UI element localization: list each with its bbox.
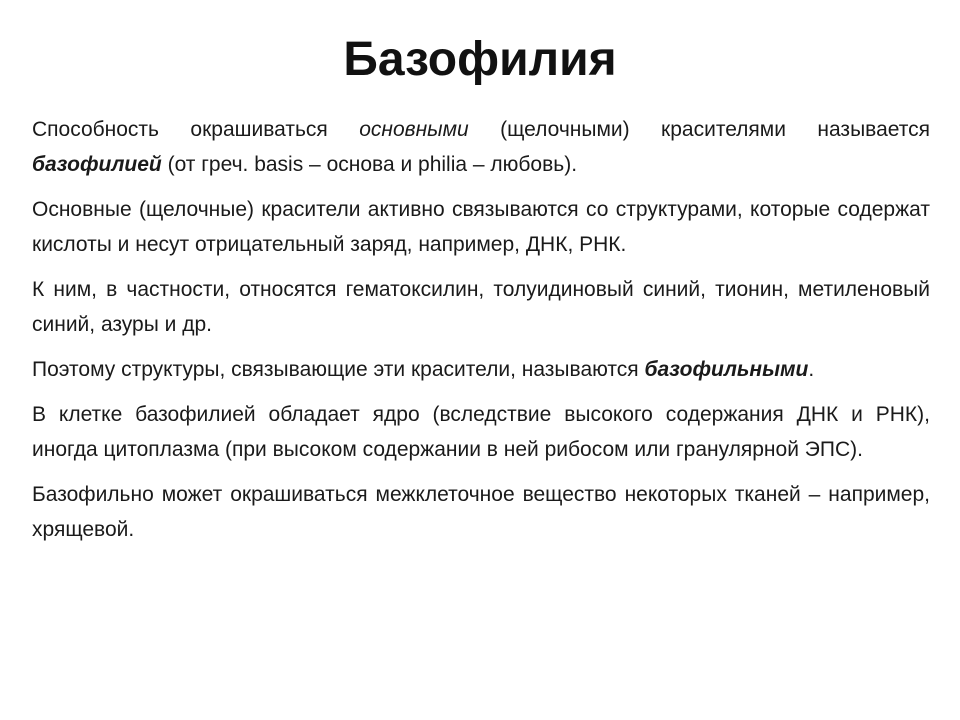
emphasis-italic: основными <box>359 118 469 141</box>
slide-body <box>32 112 930 557</box>
paragraph-text: Поэтому структуры, связывающие эти красители, называются <box>32 358 645 381</box>
paragraph-binding: Основные (щелочные) красители активно связываются со структурами, которые содержат кислоты и несут отрицательный заряд, например, ДНК, РНК. <box>32 198 930 256</box>
paragraph-text: Способность окрашиваться <box>32 118 360 141</box>
paragraph-structures <box>32 352 930 387</box>
emphasis-term: базофилией <box>32 153 162 176</box>
paragraph-text: . <box>808 358 815 381</box>
slide-title: Базофилия <box>343 33 617 86</box>
paragraph-cell: В клетке базофилией обладает ядро (вследствие высокого содержания ДНК и РНК), иногда цитоплазма (при высоком содержании в ней рибосом или гранулярной ЭПС). <box>32 403 930 461</box>
emphasis-term: базофильными <box>644 358 809 381</box>
paragraph-dyes: К ним, в частности, относятся гематоксилин, толуидиновый синий, тионин, метиленовый синий, азуры и др. <box>32 278 930 336</box>
paragraph-text: (щелочными) красителями называется <box>468 118 930 141</box>
paragraph-text: (от греч. basis – основа и philia – любовь). <box>161 153 578 176</box>
paragraph-matrix: Базофильно может окрашиваться межклеточное вещество некоторых тканей – например, хрящевой. <box>32 483 930 541</box>
paragraph-definition <box>32 112 930 182</box>
